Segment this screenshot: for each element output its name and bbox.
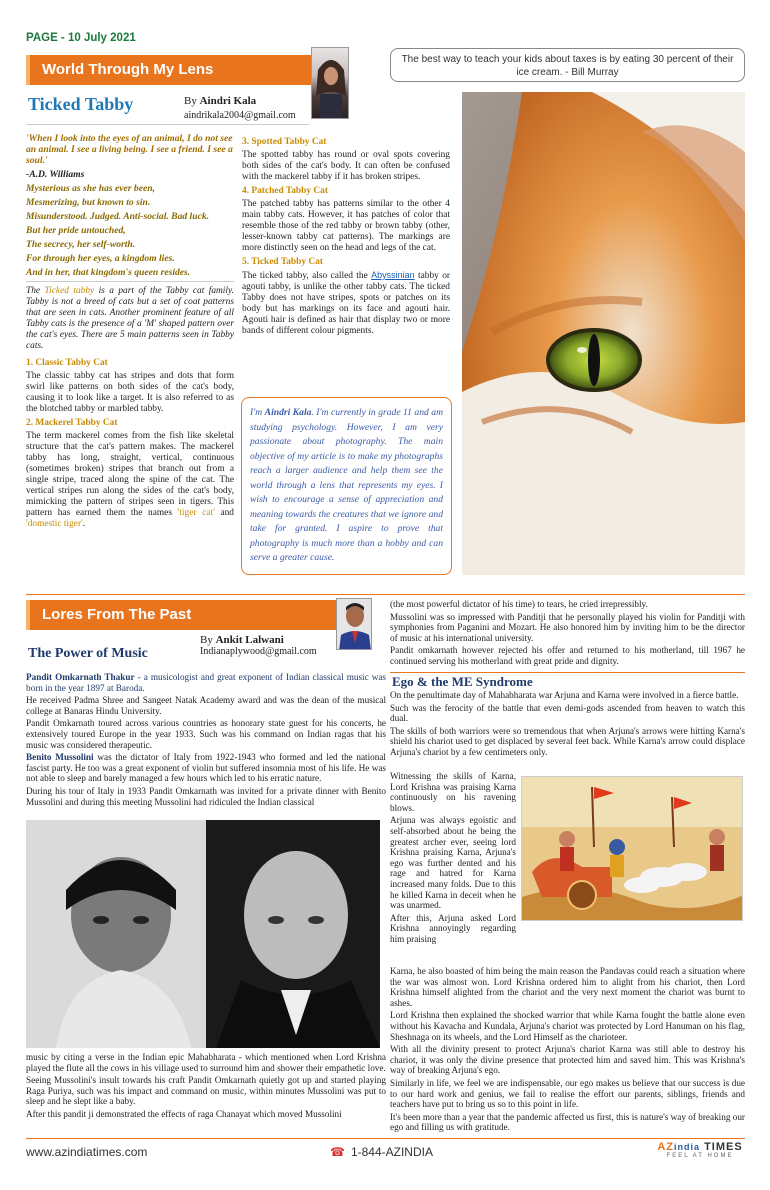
poem-line: The secrecy, her self-worth.	[26, 239, 136, 250]
paragraph-ticked: The ticked tabby, also called the Abyssinian tabby or agouti tabby, is unlike the other tabby cats. The ticked Tabby does not have stripes, spots or patches on its body but has markings on its face and agouti hair. Agouti hair is defined as hair that display two or more bands of different colour pigments.	[242, 270, 451, 336]
paragraph-spotted: The spotted tabby has round or oval spots covering both sides of the cat's body. It can often be confused with the mackerel tabby if it has broken stripes.	[242, 150, 450, 182]
article-title-ticked-tabby: Ticked Tabby	[28, 94, 134, 114]
paragraph-classic: The classic tabby cat has stripes and dots that form swirl like patterns on both sides of the cat's body, causing it to look like a target. It is also referred to as the blotched tabby or marbled tabby.	[26, 371, 234, 414]
paragraph: On the penultimate day of Mahabharata war Arjuna and Karna were involved in a fierce battle.	[390, 690, 739, 700]
by-label: By	[184, 95, 197, 107]
paragraph: Pandit omkarnath however rejected his offer and returned to his motherland, till 1967 he continued serving his motherland with great pride and dignity.	[390, 645, 745, 666]
paragraph: Pandit Omkarnath toured across various countries as honorary state guest for his concerts, he extensively toured Europe in the year 1933. Such was his command on Indian ragas that his music was considered therapeutic.	[26, 718, 386, 750]
paragraph: Mussolini was so impressed with Panditji that he personally played his violin for Panditji with symphonies from Paganini and Mozart. He also honored him by inviting him to be the director of music at his international university.	[390, 611, 745, 643]
quote-box: The best way to teach your kids about taxes is by eating 30 percent of their ice cream. - Bill Murray	[390, 48, 745, 82]
bio-author-name: Aindri Kala	[264, 407, 312, 418]
section-title: Lores From The Past	[42, 606, 192, 623]
author-photo-ankit	[336, 598, 372, 650]
music-article-top	[26, 672, 386, 809]
intro-paragraph: The Ticked tabby is a part of the Tabby cat family. Tabby is not a breed of cats but a set of coat patterns that are seen in cats. Another prominent feature of all Tabby cats is the presence of a 'M' shaped pattern over the cat's eyes. There are 5 main patterns seen in Tabby cats.	[26, 286, 234, 351]
ego-article-top	[390, 690, 745, 760]
author-name: Ankit Lalwani	[215, 634, 284, 646]
author-email[interactable]: Indianaplywood@gmail.com	[200, 646, 317, 657]
music-article-continued	[390, 599, 745, 669]
by-label: By	[200, 634, 213, 646]
poem-attribution: -A.D. Williams	[26, 169, 85, 180]
poem-line: 'When I look into the eyes of an animal, I do not see an animal. I see a living being. I see a friend. I see a soul.'	[26, 133, 233, 166]
poem-line: Misunderstood. Judged. Anti-social. Bad luck.	[26, 211, 210, 222]
omkarnath-mussolini-photo	[26, 820, 380, 1048]
paragraph: music by citing a verse in the Indian epic Mahabharata - which mentioned when Lord Krishna played the flute all the cows in his village used to surround him and shower their empathetic love.	[26, 1052, 386, 1073]
phone-icon: ☎	[330, 1145, 345, 1159]
author-bio-box: I'm Aindri Kala. I'm currently in grade 11 and am studying psychology. However, I am very passionate about photography. The main objective of my article is to make my photographs reach a larger audience and help them see the world through a lens that represents my eyes. I wish to encourage a sense of appreciation and meaning towards the creatures that we ignore and take for granted. I aspire to prove that photography is much more than a hobby and can serve a greater cause.	[241, 397, 452, 575]
abyssinian-link[interactable]: Abyssinian	[371, 270, 415, 280]
author-email[interactable]: aindrikala2004@gmail.com	[184, 110, 296, 121]
paragraph: Benito Mussolini was the dictator of Italy from 1922-1943 who formed and led the national fascist party. He too was a great exponent of violin but suffered insomnia most of his life. He was not able to sleep and barely managed a few hours which led to his erratic nature.	[26, 752, 386, 784]
paragraph: (the most powerful dictator of his time) to tears, he cried irrepressibly.	[390, 599, 648, 609]
cat-photo	[462, 92, 745, 575]
poem-line: Mesmerizing, but known to sin.	[26, 197, 151, 208]
paragraph: During his tour of Italy in 1933 Pandit Omkarnath was invited for a private dinner with Benito Mussolini and during this meeting Mussolini had ridiculed the Indian classical	[26, 785, 386, 807]
paragraph: Witnessing the skills of Karna, Lord Krishna was praising Karna continuously on his ravening blows.	[390, 771, 516, 813]
paragraph: Karna, he also boasted of him being the main reason the Pandavas could reach a situation where the war was almost won. Lord Krishna ordered him to alight from his chariot, then Lord Krishna himself alighted from the chariot and the very next moment the chariot was burnt to ashes.	[390, 966, 745, 1008]
subheading-patched: 4. Patched Tabby Cat	[242, 186, 328, 196]
ego-article-bottom	[390, 966, 745, 1135]
poem-line: And in her, that kingdom's queen resides.	[26, 267, 191, 278]
paragraph: After this, Arjuna asked Lord Krishna annoyingly regarding him praising	[390, 912, 516, 944]
article-title-power-of-music: The Power of Music	[28, 646, 148, 661]
subheading-spotted: 3. Spotted Tabby Cat	[242, 137, 327, 147]
paragraph: Seeing Mussolini's insult towards his craft Pandit Omkarnath quietly got up and started playing Raga Puriya, such was his impact and command on music, within minutes Mussolini was put to sleep and he slept like a baby.	[26, 1075, 386, 1107]
paragraph: It's been more than a year that the pandemic affected us first, this is nature's way of breaking our ego and filling us with gratitude.	[390, 1111, 745, 1133]
paragraph: Lord Krishna then explained the shocked warrior that while Karna fought the battle alone even without his Kavacha and Kundala, Arjuna's chariot was protected by Lord Hanuman on his flag, Sheshnaga on its wheels, and the Lord Himself as the charioteer.	[390, 1010, 745, 1042]
ticked-tabby-link[interactable]: Ticked tabby	[44, 286, 95, 296]
paragraph: With all the divinity present to protect Arjuna's chariot Karna was still able to destroy his chariot, it was only the divine presence that protected him and saved him. This was Krishna's way of breaking Arjuna's ego.	[390, 1044, 745, 1076]
poem-line: Mysterious as she has ever been,	[26, 183, 155, 194]
paragraph: Arjuna was always egoistic and self-absorbed about he being the greatest archer ever, seeing lord Krishna praising Karna, Arjuna's ego was further dented and his rage and hatred for Karna increased many folds. Due to this he killed Karna in deceit when he was unarmed.	[390, 815, 516, 911]
music-article-bottom	[26, 1052, 386, 1122]
paragraph: After this pandit ji demonstrated the effects of raga Chanayat which moved Mussolini	[26, 1108, 342, 1119]
footer-phone[interactable]: ☎ 1-844-AZINDIA	[330, 1145, 433, 1159]
azindia-times-logo: AZindia TIMES FEEL AT HOME	[657, 1141, 743, 1159]
footer-website[interactable]: www.azindiatimes.com	[26, 1145, 148, 1159]
section-bar-lores-from-the-past	[26, 600, 336, 630]
poem-line: But her pride untouched,	[26, 225, 126, 236]
paragraph: Similarly in life, we feel we are indispensable, our ego makes us believe that our success is due to our hard work and genius, we fail to realise the effort our parents, siblings, friends and teachers have put to bring us so to this point in life.	[390, 1077, 745, 1110]
subheading-ticked: 5. Ticked Tabby Cat	[242, 257, 323, 267]
paragraph: The skills of both warriors were so tremendous that when Arjuna's arrows were hitting Karna's shield his chariot used to get displaced by several feet back. While Karna's arrow could displace Arjuna's chariot by a few centimeters only.	[390, 725, 745, 757]
lead-paragraph: Pandit Omkarnath Thakur - a musicologist and great exponent of Indian classical music was born in the year 1897 at Baroda.	[26, 672, 386, 693]
paragraph: He received Padma Shree and Sangeet Natak Academy award and was the dean of the musical college at Banaras Hindu University.	[26, 695, 386, 716]
article-title-ego: Ego & the ME Syndrome	[392, 674, 533, 689]
byline	[184, 95, 256, 107]
section-title: World Through My Lens	[42, 61, 214, 78]
paragraph-mackerel: The term mackerel comes from the fish like skeletal structure that the cat's pattern makes. The mackerel tabby has long, straight, vertical, continuous (sometimes broken) stripes that branch out from a single stripe, traced along the spine of the cat. The vertical stripes run along the sides of the cat's body, mimicking the pattern of stripes seen in tigers. This pattern has earned them the names 'tiger cat' and 'domestic tiger'.	[26, 431, 234, 529]
column-2	[242, 135, 450, 340]
ego-article-narrow	[390, 771, 516, 947]
subheading-mackerel: 2. Mackerel Tabby Cat	[26, 418, 118, 428]
page-header: PAGE - 10 July 2021	[26, 32, 136, 44]
byline	[200, 634, 284, 646]
section-bar-world-through-my-lens	[26, 55, 311, 85]
poem-line: For through her eyes, a kingdom lies.	[26, 253, 175, 264]
paragraph: Such was the ferocity of the battle that even demi-gods ascended from heaven to watch this dual.	[390, 702, 745, 724]
subheading-classic: 1. Classic Tabby Cat	[26, 358, 108, 368]
paragraph-patched: The patched tabby has patterns similar to the other 4 main tabby cats. However, it has patches of color that resemble those of the red tabby or brown tabby (other, lesser-known tabby cat patterns). The markings are more distinctly seen on the head and legs of the cat.	[242, 199, 450, 253]
column-1	[26, 133, 234, 533]
krishna-arjuna-painting	[521, 776, 743, 921]
author-name: Aindri Kala	[199, 95, 257, 107]
author-photo-aindri	[311, 47, 349, 119]
